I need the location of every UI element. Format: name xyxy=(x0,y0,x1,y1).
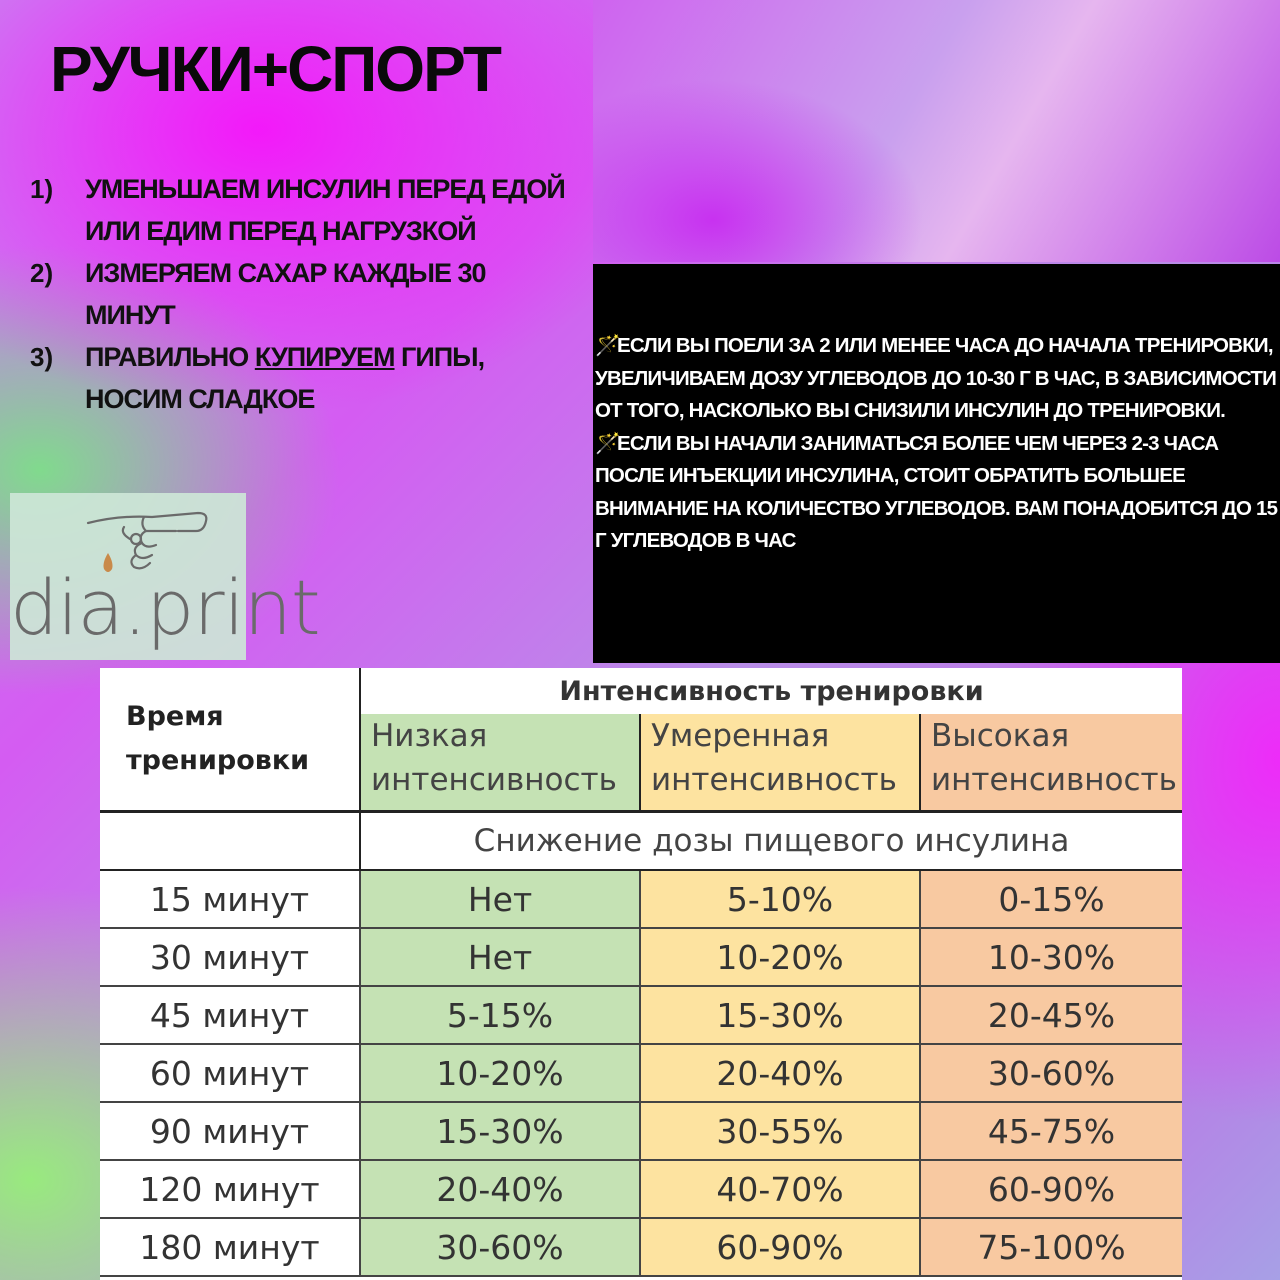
dose-table xyxy=(100,668,1182,1277)
magic-wand-icon: 🪄 xyxy=(595,334,620,357)
mid-cell: 40-70% xyxy=(640,1160,920,1218)
step-text: УМЕНЬШАЕМ ИНСУЛИН ПЕРЕД ЕДОЙ ИЛИ ЕДИМ ПЕРЕД НАГРУЗКОЙ xyxy=(85,174,565,246)
time: 45 минут xyxy=(100,986,360,1044)
time: 90 минут xyxy=(100,1102,360,1160)
low-cell: 15-30% xyxy=(360,1102,640,1160)
table-row xyxy=(100,1160,1182,1218)
magic-wand-icon: 🪄 xyxy=(595,431,620,455)
time: 120 минут xyxy=(100,1160,360,1218)
high-cell: 60-90% xyxy=(920,1160,1182,1218)
mid-cell: 10-20% xyxy=(640,928,920,986)
step-text xyxy=(85,336,575,420)
step-number: 1) xyxy=(30,174,54,204)
level-mid-header: Умеренная интенсивность xyxy=(640,714,920,812)
level-low-header: Низкая интенсивность xyxy=(360,714,640,812)
low-cell: 30-60% xyxy=(360,1218,640,1276)
high-cell: 45-75% xyxy=(920,1102,1182,1160)
step-text-underlined: КУПИРУЕМ xyxy=(254,342,395,372)
step-text-end: ГИПЫ, НОСИМ СЛАДКОЕ xyxy=(85,342,485,414)
mid-cell: 30-55% xyxy=(640,1102,920,1160)
time: 180 минут xyxy=(100,1218,360,1276)
table-body xyxy=(100,870,1182,1276)
table-row xyxy=(100,870,1182,928)
tips-box xyxy=(593,264,1280,663)
table-row xyxy=(100,1102,1182,1160)
logo-text: dia.print xyxy=(10,563,320,652)
gradient-panel xyxy=(593,0,1280,262)
step-item xyxy=(30,252,590,336)
blank-cell xyxy=(100,812,360,871)
tip-text: ЕСЛИ ВЫ НАЧАЛИ ЗАНИМАТЬСЯ БОЛЕЕ ЧЕМ ЧЕРЕЗ 2-3 ЧАСА ПОСЛЕ ИНЪЕКЦИИ ИНСУЛИНА, СТОИТ ОБРАТИТЬ БОЛЬШЕЕ ВНИМАНИЕ НА КОЛИЧЕСТВО УГЛЕВОДОВ. ВАМ ПОНАДОБИТСЯ ДО 15 Г УГЛЕВОДОВ В ЧАС xyxy=(595,431,1278,552)
mid-cell: 20-40% xyxy=(640,1044,920,1102)
mid-cell: 5-10% xyxy=(640,870,920,928)
table-row xyxy=(100,1044,1182,1102)
time: 30 минут xyxy=(100,928,360,986)
time: 15 минут xyxy=(100,870,360,928)
mid-cell: 15-30% xyxy=(640,986,920,1044)
dose-subheader: Снижение дозы пищевого инсулина xyxy=(360,812,1182,871)
step-text-start: ПРАВИЛЬНО xyxy=(85,342,255,372)
level-high-header: Высокая интенсивность xyxy=(920,714,1182,812)
table-row xyxy=(100,986,1182,1044)
low-cell: 10-20% xyxy=(360,1044,640,1102)
table-row xyxy=(100,1218,1182,1276)
low-cell: Нет xyxy=(360,928,640,986)
tip-text: ЕСЛИ ВЫ ПОЕЛИ ЗА 2 ИЛИ МЕНЕЕ ЧАСА ДО НАЧАЛА ТРЕНИРОВКИ, УВЕЛИЧИВАЕМ ДОЗУ УГЛЕВОДОВ ДО 10-30 Г В ЧАС, В ЗАВИСИМОСТИ ОТ ТОГО, НАСКОЛЬКО ВЫ СНИЗИЛИ ИНСУЛИН ДО ТРЕНИРОВКИ. xyxy=(595,334,1277,422)
page-title: РУЧКИ+СПОРТ xyxy=(50,33,500,105)
low-cell: 5-15% xyxy=(360,986,640,1044)
steps-list xyxy=(30,168,590,420)
step-number: 3) xyxy=(30,342,54,372)
high-cell: 30-60% xyxy=(920,1044,1182,1102)
tip-paragraph xyxy=(593,428,1280,558)
step-text: ИЗМЕРЯЕМ САХАР КАЖДЫЕ 30 МИНУТ xyxy=(85,258,486,330)
step-item xyxy=(30,336,590,420)
low-cell: Нет xyxy=(360,870,640,928)
high-cell: 0-15% xyxy=(920,870,1182,928)
tip-paragraph xyxy=(593,330,1280,428)
dose-table-container xyxy=(100,668,1182,1280)
logo xyxy=(10,493,320,660)
step-number: 2) xyxy=(30,258,54,288)
step-item xyxy=(30,168,590,252)
table-row xyxy=(100,928,1182,986)
intensity-header: Интенсивность тренировки xyxy=(360,668,1182,714)
mid-cell: 60-90% xyxy=(640,1218,920,1276)
high-cell: 75-100% xyxy=(920,1218,1182,1276)
high-cell: 10-30% xyxy=(920,928,1182,986)
time: 60 минут xyxy=(100,1044,360,1102)
time-header: Время тренировки xyxy=(100,668,360,812)
low-cell: 20-40% xyxy=(360,1160,640,1218)
high-cell: 20-45% xyxy=(920,986,1182,1044)
